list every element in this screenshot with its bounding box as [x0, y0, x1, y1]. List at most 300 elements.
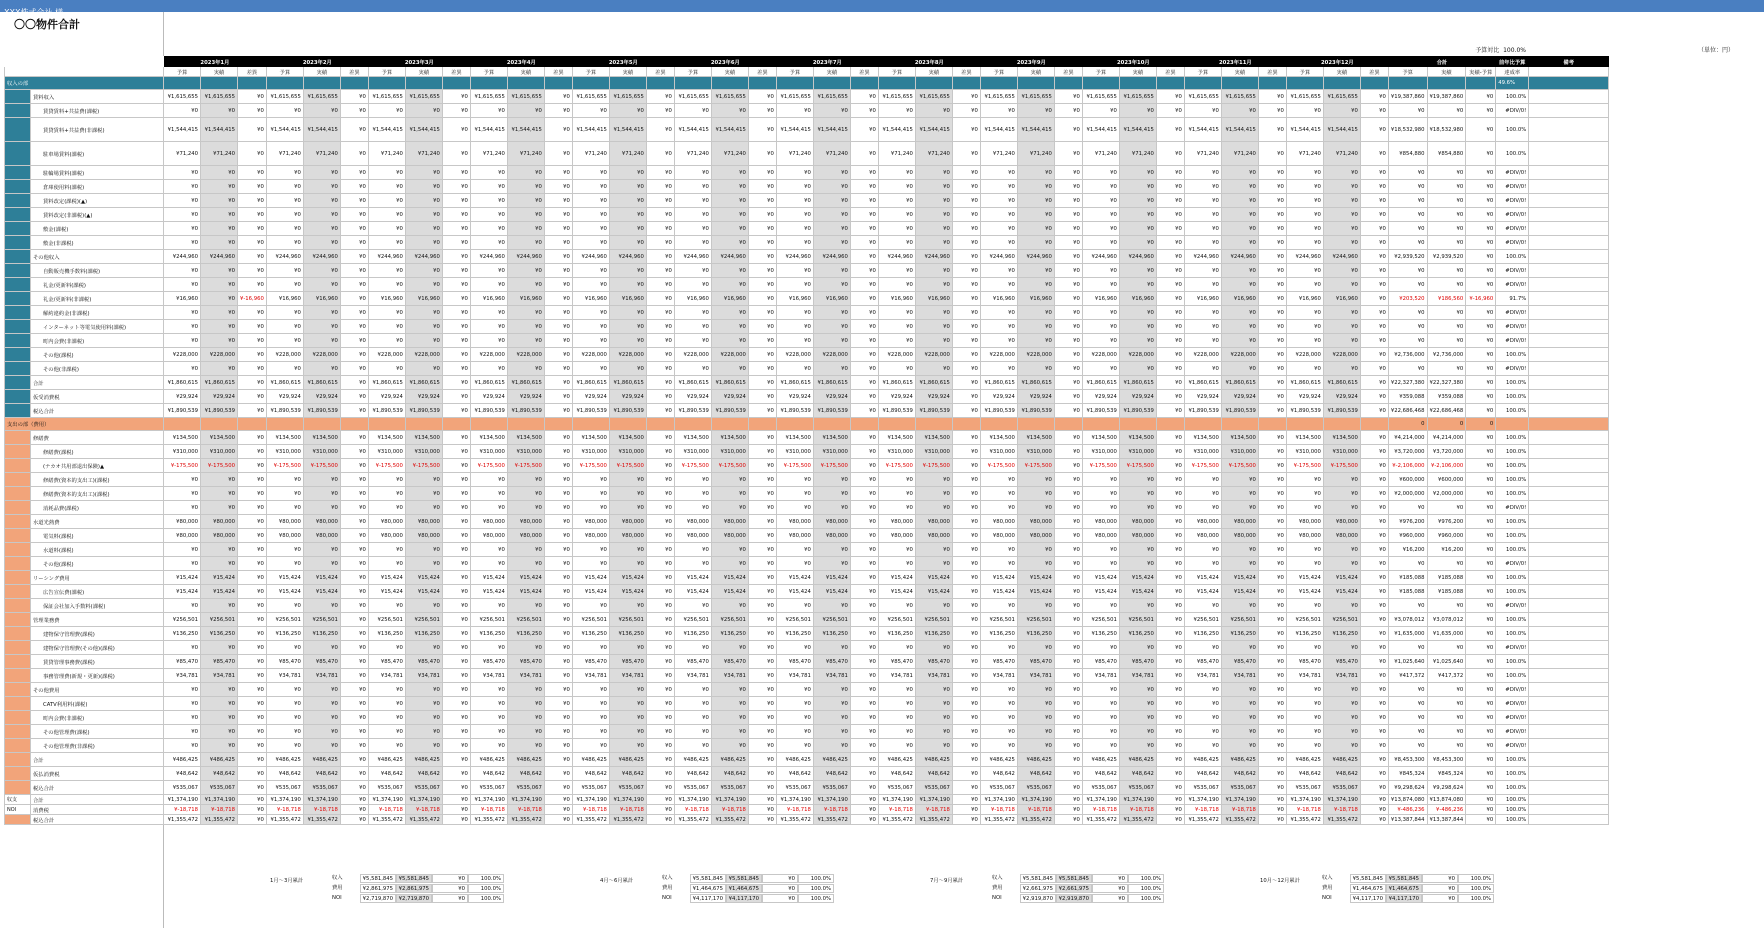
month-budget[interactable]: ¥29,924: [1082, 390, 1119, 404]
month-budget[interactable]: ¥0: [164, 487, 201, 501]
month-actual[interactable]: ¥0: [201, 166, 238, 180]
month-budget[interactable]: ¥1,890,539: [1082, 404, 1119, 418]
month-actual[interactable]: ¥0: [1221, 236, 1258, 250]
month-budget[interactable]: ¥0: [572, 739, 609, 753]
month-budget[interactable]: ¥0: [878, 180, 915, 194]
month-diff[interactable]: ¥0: [1156, 194, 1184, 208]
row-label[interactable]: 修繕費(資本的支出工)(課税): [31, 487, 164, 501]
row-label[interactable]: 仮払消費税: [31, 767, 164, 781]
row-side[interactable]: [5, 166, 31, 180]
month-actual[interactable]: ¥80,000: [609, 515, 646, 529]
month-actual[interactable]: ¥0: [1221, 697, 1258, 711]
row-label[interactable]: 解約違約金(非課税): [31, 306, 164, 320]
total-budget[interactable]: ¥0: [1388, 362, 1427, 376]
month-budget[interactable]: ¥0: [674, 683, 711, 697]
month-budget[interactable]: ¥310,000: [368, 445, 405, 459]
month-diff[interactable]: ¥0: [850, 376, 878, 390]
month-budget[interactable]: ¥486,425: [572, 753, 609, 767]
month-actual[interactable]: ¥0: [1017, 683, 1054, 697]
month-budget[interactable]: ¥535,067: [1184, 781, 1221, 795]
month-actual[interactable]: ¥0: [1323, 194, 1360, 208]
total-diff[interactable]: ¥0: [1466, 376, 1496, 390]
month-diff[interactable]: ¥0: [442, 292, 470, 306]
band-cell[interactable]: [1529, 77, 1609, 90]
month-diff[interactable]: ¥0: [1258, 264, 1286, 278]
month-actual[interactable]: ¥0: [915, 104, 952, 118]
month-actual[interactable]: ¥0: [1119, 711, 1156, 725]
month-actual[interactable]: ¥15,424: [507, 571, 544, 585]
month-actual[interactable]: ¥244,960: [303, 250, 340, 264]
month-diff[interactable]: ¥0: [1258, 627, 1286, 641]
month-diff[interactable]: ¥0: [646, 334, 674, 348]
row-label[interactable]: その他(非課税): [31, 362, 164, 376]
month-budget[interactable]: ¥0: [776, 557, 813, 571]
month-actual[interactable]: ¥0: [201, 180, 238, 194]
band-cell[interactable]: [980, 418, 1017, 431]
month-budget[interactable]: ¥0: [878, 222, 915, 236]
month-diff[interactable]: ¥0: [748, 348, 776, 362]
total-diff[interactable]: ¥0: [1466, 753, 1496, 767]
month-diff[interactable]: ¥0: [1054, 815, 1082, 825]
month-actual[interactable]: ¥0: [813, 264, 850, 278]
month-diff[interactable]: ¥0: [952, 543, 980, 557]
total-budget[interactable]: ¥976,200: [1388, 515, 1427, 529]
month-budget[interactable]: ¥535,067: [1286, 781, 1323, 795]
month-budget[interactable]: ¥1,615,655: [572, 90, 609, 104]
row-label[interactable]: その他(課税): [31, 348, 164, 362]
month-budget[interactable]: ¥34,781: [1082, 669, 1119, 683]
total-budget[interactable]: ¥185,088: [1388, 571, 1427, 585]
month-diff[interactable]: ¥0: [544, 90, 572, 104]
month-budget[interactable]: ¥0: [368, 711, 405, 725]
month-diff[interactable]: ¥0: [442, 264, 470, 278]
month-actual[interactable]: ¥16,960: [1221, 292, 1258, 306]
month-budget[interactable]: ¥1,890,539: [1184, 404, 1221, 418]
row-label[interactable]: 駐輪場賃料(課税): [31, 166, 164, 180]
month-budget[interactable]: ¥1,355,472: [368, 815, 405, 825]
month-actual[interactable]: ¥15,424: [711, 571, 748, 585]
month-diff[interactable]: ¥0: [1360, 725, 1388, 739]
row-label[interactable]: 修繕費(課税): [31, 445, 164, 459]
total-actual[interactable]: ¥0: [1427, 599, 1466, 613]
row-side[interactable]: [5, 571, 31, 585]
month-diff[interactable]: ¥0: [646, 222, 674, 236]
month-diff[interactable]: ¥0: [748, 459, 776, 473]
total-sub-header[interactable]: 実績: [1427, 67, 1466, 77]
month-diff[interactable]: ¥0: [544, 641, 572, 655]
row-side[interactable]: [5, 348, 31, 362]
month-actual[interactable]: ¥-175,500: [507, 459, 544, 473]
month-diff[interactable]: ¥0: [748, 697, 776, 711]
month-budget[interactable]: ¥0: [1082, 306, 1119, 320]
month-actual[interactable]: ¥0: [1323, 641, 1360, 655]
month-budget[interactable]: ¥0: [1286, 501, 1323, 515]
month-budget[interactable]: ¥-18,718: [776, 805, 813, 815]
total-actual[interactable]: ¥9,298,624: [1427, 781, 1466, 795]
month-budget[interactable]: ¥0: [266, 739, 303, 753]
month-diff[interactable]: ¥0: [1258, 166, 1286, 180]
month-budget[interactable]: ¥1,374,190: [1082, 795, 1119, 805]
month-budget[interactable]: ¥0: [266, 104, 303, 118]
month-diff[interactable]: ¥0: [1156, 376, 1184, 390]
total-actual[interactable]: ¥845,324: [1427, 767, 1466, 781]
month-diff[interactable]: ¥0: [1258, 473, 1286, 487]
month-diff[interactable]: ¥0: [340, 194, 368, 208]
month-actual[interactable]: ¥0: [1119, 641, 1156, 655]
month-diff[interactable]: ¥0: [340, 362, 368, 376]
month-budget[interactable]: ¥80,000: [1082, 529, 1119, 543]
month-diff[interactable]: ¥0: [1054, 767, 1082, 781]
month-actual[interactable]: ¥535,067: [915, 781, 952, 795]
month-diff[interactable]: ¥0: [1054, 264, 1082, 278]
total-actual[interactable]: ¥854,880: [1427, 142, 1466, 166]
month-actual[interactable]: ¥0: [201, 739, 238, 753]
month-actual[interactable]: ¥0: [915, 711, 952, 725]
month-diff[interactable]: ¥0: [952, 278, 980, 292]
month-diff[interactable]: ¥0: [442, 459, 470, 473]
quarter-diff[interactable]: ¥0: [762, 874, 798, 883]
month-budget[interactable]: ¥0: [470, 599, 507, 613]
note-cell[interactable]: [1529, 781, 1609, 795]
quarter-budget[interactable]: ¥4,117,170: [690, 894, 726, 903]
month-budget[interactable]: ¥0: [470, 264, 507, 278]
month-budget[interactable]: ¥0: [776, 334, 813, 348]
month-actual[interactable]: ¥34,781: [507, 669, 544, 683]
month-budget[interactable]: ¥228,000: [980, 348, 1017, 362]
quarter-rate[interactable]: 100.0%: [1458, 874, 1494, 883]
row-side[interactable]: [5, 473, 31, 487]
month-budget[interactable]: ¥228,000: [1082, 348, 1119, 362]
month-budget[interactable]: ¥0: [776, 487, 813, 501]
band-cell[interactable]: [609, 77, 646, 90]
month-budget[interactable]: ¥0: [470, 557, 507, 571]
month-diff[interactable]: ¥0: [952, 334, 980, 348]
month-actual[interactable]: ¥0: [609, 236, 646, 250]
month-actual[interactable]: ¥0: [1017, 599, 1054, 613]
month-actual[interactable]: ¥0: [1017, 180, 1054, 194]
month-budget[interactable]: ¥1,860,615: [368, 376, 405, 390]
achievement-rate[interactable]: 100.0%: [1496, 627, 1529, 641]
month-diff[interactable]: ¥0: [340, 627, 368, 641]
row-side[interactable]: [5, 264, 31, 278]
row-label[interactable]: 敷金(非課税): [31, 236, 164, 250]
month-budget[interactable]: ¥1,615,655: [266, 90, 303, 104]
note-cell[interactable]: [1529, 250, 1609, 264]
sub-header[interactable]: 差異: [1156, 67, 1184, 77]
band-cell[interactable]: [1258, 418, 1286, 431]
month-diff[interactable]: ¥0: [340, 515, 368, 529]
note-header[interactable]: 備考: [1529, 57, 1609, 67]
month-diff[interactable]: ¥0: [340, 445, 368, 459]
month-budget[interactable]: ¥71,240: [572, 142, 609, 166]
band-cell[interactable]: [572, 418, 609, 431]
row-label[interactable]: 保証会社加入手数料(課税): [31, 599, 164, 613]
month-budget[interactable]: ¥535,067: [878, 781, 915, 795]
row-label[interactable]: 敷金(課税): [31, 222, 164, 236]
total-actual[interactable]: ¥2,939,520: [1427, 250, 1466, 264]
month-budget[interactable]: ¥-18,718: [164, 805, 201, 815]
month-actual[interactable]: ¥48,642: [711, 767, 748, 781]
achievement-rate[interactable]: 91.7%: [1496, 292, 1529, 306]
month-actual[interactable]: ¥0: [711, 264, 748, 278]
month-actual[interactable]: ¥244,960: [1017, 250, 1054, 264]
month-diff[interactable]: ¥0: [1156, 795, 1184, 805]
sub-header[interactable]: 実績: [1017, 67, 1054, 77]
month-budget[interactable]: ¥1,374,190: [470, 795, 507, 805]
month-diff[interactable]: ¥0: [1054, 725, 1082, 739]
month-actual[interactable]: ¥0: [405, 194, 442, 208]
row-side[interactable]: [5, 459, 31, 473]
month-budget[interactable]: ¥0: [572, 278, 609, 292]
month-diff[interactable]: ¥0: [748, 543, 776, 557]
achievement-rate[interactable]: 100.0%: [1496, 487, 1529, 501]
month-diff[interactable]: ¥0: [238, 236, 267, 250]
month-budget[interactable]: ¥1,860,615: [776, 376, 813, 390]
month-diff[interactable]: ¥0: [442, 557, 470, 571]
month-diff[interactable]: ¥0: [340, 529, 368, 543]
month-budget[interactable]: ¥310,000: [878, 445, 915, 459]
month-actual[interactable]: ¥310,000: [1323, 445, 1360, 459]
month-actual[interactable]: ¥1,860,615: [1119, 376, 1156, 390]
month-diff[interactable]: ¥0: [1258, 334, 1286, 348]
month-budget[interactable]: ¥48,642: [776, 767, 813, 781]
month-budget[interactable]: ¥0: [164, 334, 201, 348]
month-budget[interactable]: ¥0: [878, 599, 915, 613]
month-actual[interactable]: ¥1,860,615: [915, 376, 952, 390]
achievement-rate[interactable]: 100.0%: [1496, 404, 1529, 418]
month-budget[interactable]: ¥48,642: [572, 767, 609, 781]
month-actual[interactable]: ¥0: [303, 166, 340, 180]
month-actual[interactable]: ¥486,425: [609, 753, 646, 767]
month-budget[interactable]: ¥0: [1184, 599, 1221, 613]
month-budget[interactable]: ¥0: [878, 543, 915, 557]
income-section-label[interactable]: 収入の部: [5, 77, 164, 90]
note-cell[interactable]: [1529, 641, 1609, 655]
month-actual[interactable]: ¥134,500: [711, 431, 748, 445]
month-actual[interactable]: ¥0: [1119, 334, 1156, 348]
month-header[interactable]: 2023年12月: [1286, 57, 1388, 67]
month-budget[interactable]: ¥0: [1082, 180, 1119, 194]
month-diff[interactable]: ¥0: [238, 250, 267, 264]
month-budget[interactable]: ¥1,890,539: [164, 404, 201, 418]
quarter-budget[interactable]: ¥5,581,845: [360, 874, 396, 883]
month-actual[interactable]: ¥0: [1017, 208, 1054, 222]
month-diff[interactable]: ¥0: [1258, 697, 1286, 711]
month-diff[interactable]: ¥0: [1156, 390, 1184, 404]
month-budget[interactable]: ¥0: [1082, 362, 1119, 376]
month-diff[interactable]: ¥0: [850, 529, 878, 543]
month-actual[interactable]: ¥0: [1221, 487, 1258, 501]
total-actual[interactable]: ¥0: [1427, 236, 1466, 250]
month-budget[interactable]: ¥80,000: [1286, 515, 1323, 529]
month-diff[interactable]: ¥0: [748, 320, 776, 334]
month-actual[interactable]: ¥0: [507, 725, 544, 739]
row-label[interactable]: 税込合計: [31, 815, 164, 825]
month-actual[interactable]: ¥0: [303, 683, 340, 697]
note-cell[interactable]: [1529, 543, 1609, 557]
month-actual[interactable]: ¥34,781: [405, 669, 442, 683]
month-diff[interactable]: ¥0: [340, 669, 368, 683]
total-diff[interactable]: ¥0: [1466, 222, 1496, 236]
month-actual[interactable]: ¥0: [1221, 501, 1258, 515]
band-cell[interactable]: [507, 418, 544, 431]
month-actual[interactable]: ¥0: [405, 711, 442, 725]
month-diff[interactable]: ¥0: [646, 795, 674, 805]
month-diff[interactable]: ¥0: [1258, 376, 1286, 390]
month-diff[interactable]: ¥0: [1258, 250, 1286, 264]
month-actual[interactable]: ¥535,067: [1017, 781, 1054, 795]
month-diff[interactable]: ¥0: [1054, 90, 1082, 104]
month-budget[interactable]: ¥85,470: [1082, 655, 1119, 669]
row-side[interactable]: [5, 445, 31, 459]
month-budget[interactable]: ¥34,781: [776, 669, 813, 683]
note-cell[interactable]: [1529, 180, 1609, 194]
month-diff[interactable]: ¥0: [748, 767, 776, 781]
month-diff[interactable]: ¥0: [1360, 459, 1388, 473]
month-actual[interactable]: ¥535,067: [303, 781, 340, 795]
month-diff[interactable]: ¥0: [1258, 613, 1286, 627]
month-budget[interactable]: ¥535,067: [368, 781, 405, 795]
month-diff[interactable]: ¥0: [1156, 515, 1184, 529]
quarter-diff[interactable]: ¥0: [1422, 884, 1458, 893]
month-budget[interactable]: ¥0: [470, 725, 507, 739]
month-budget[interactable]: ¥1,374,190: [776, 795, 813, 805]
month-budget[interactable]: ¥0: [980, 278, 1017, 292]
band-cell[interactable]: [1529, 418, 1609, 431]
month-budget[interactable]: ¥0: [266, 208, 303, 222]
month-budget[interactable]: ¥34,781: [674, 669, 711, 683]
month-diff[interactable]: ¥0: [1054, 180, 1082, 194]
month-budget[interactable]: ¥-175,500: [1082, 459, 1119, 473]
month-diff[interactable]: ¥-16,960: [238, 292, 267, 306]
month-budget[interactable]: ¥85,470: [164, 655, 201, 669]
month-actual[interactable]: ¥1,890,539: [711, 404, 748, 418]
month-diff[interactable]: ¥0: [544, 278, 572, 292]
month-actual[interactable]: ¥71,240: [915, 142, 952, 166]
month-diff[interactable]: ¥0: [646, 348, 674, 362]
month-diff[interactable]: ¥0: [340, 473, 368, 487]
month-diff[interactable]: ¥0: [1156, 473, 1184, 487]
month-actual[interactable]: ¥0: [915, 557, 952, 571]
month-header[interactable]: 2023年11月: [1184, 57, 1286, 67]
total-diff[interactable]: ¥0: [1466, 739, 1496, 753]
month-actual[interactable]: ¥0: [915, 599, 952, 613]
month-actual[interactable]: ¥0: [711, 104, 748, 118]
month-diff[interactable]: ¥0: [748, 557, 776, 571]
month-actual[interactable]: ¥0: [915, 236, 952, 250]
month-diff[interactable]: ¥0: [238, 208, 267, 222]
month-budget[interactable]: ¥1,544,415: [1286, 118, 1323, 142]
month-budget[interactable]: ¥0: [776, 711, 813, 725]
month-diff[interactable]: ¥0: [1360, 805, 1388, 815]
month-diff[interactable]: ¥0: [748, 683, 776, 697]
month-diff[interactable]: ¥0: [442, 641, 470, 655]
month-actual[interactable]: ¥1,615,655: [405, 90, 442, 104]
month-actual[interactable]: ¥0: [813, 194, 850, 208]
month-budget[interactable]: ¥1,890,539: [1286, 404, 1323, 418]
month-diff[interactable]: ¥0: [646, 805, 674, 815]
row-side[interactable]: [5, 118, 31, 142]
total-actual[interactable]: ¥0: [1427, 278, 1466, 292]
month-budget[interactable]: ¥16,960: [164, 292, 201, 306]
month-budget[interactable]: ¥310,000: [980, 445, 1017, 459]
month-actual[interactable]: ¥0: [711, 166, 748, 180]
total-diff[interactable]: ¥0: [1466, 781, 1496, 795]
month-actual[interactable]: ¥0: [915, 180, 952, 194]
month-budget[interactable]: ¥0: [1184, 683, 1221, 697]
month-diff[interactable]: ¥0: [340, 250, 368, 264]
month-diff[interactable]: ¥0: [442, 571, 470, 585]
month-diff[interactable]: ¥0: [952, 166, 980, 180]
month-budget[interactable]: ¥0: [1082, 194, 1119, 208]
quarter-rate[interactable]: 100.0%: [1458, 894, 1494, 903]
month-budget[interactable]: ¥1,544,415: [164, 118, 201, 142]
month-budget[interactable]: ¥0: [266, 236, 303, 250]
achievement-rate[interactable]: #DIV/0!: [1496, 683, 1529, 697]
month-budget[interactable]: ¥0: [674, 166, 711, 180]
total-actual[interactable]: ¥185,088: [1427, 571, 1466, 585]
month-budget[interactable]: ¥0: [368, 473, 405, 487]
month-diff[interactable]: ¥0: [544, 180, 572, 194]
month-actual[interactable]: ¥0: [303, 104, 340, 118]
month-budget[interactable]: ¥15,424: [572, 585, 609, 599]
row-label[interactable]: その他(課税): [31, 557, 164, 571]
month-actual[interactable]: ¥0: [507, 306, 544, 320]
month-actual[interactable]: ¥0: [813, 166, 850, 180]
month-budget[interactable]: ¥0: [878, 697, 915, 711]
month-diff[interactable]: ¥0: [442, 795, 470, 805]
quarter-diff[interactable]: ¥0: [1422, 874, 1458, 883]
month-diff[interactable]: ¥0: [748, 404, 776, 418]
month-actual[interactable]: ¥0: [1323, 264, 1360, 278]
total-actual[interactable]: ¥0: [1427, 641, 1466, 655]
month-diff[interactable]: ¥0: [340, 487, 368, 501]
month-budget[interactable]: ¥136,250: [1286, 627, 1323, 641]
month-actual[interactable]: ¥80,000: [1323, 529, 1360, 543]
note-cell[interactable]: [1529, 805, 1609, 815]
month-budget[interactable]: ¥0: [878, 320, 915, 334]
total-diff[interactable]: ¥0: [1466, 501, 1496, 515]
month-diff[interactable]: ¥0: [1360, 501, 1388, 515]
month-budget[interactable]: ¥16,960: [572, 292, 609, 306]
month-diff[interactable]: ¥0: [748, 334, 776, 348]
month-diff[interactable]: ¥0: [238, 739, 267, 753]
month-actual[interactable]: ¥134,500: [1323, 431, 1360, 445]
month-actual[interactable]: ¥228,000: [915, 348, 952, 362]
month-budget[interactable]: ¥0: [1082, 473, 1119, 487]
month-diff[interactable]: ¥0: [238, 599, 267, 613]
month-diff[interactable]: ¥0: [340, 711, 368, 725]
month-diff[interactable]: ¥0: [850, 627, 878, 641]
month-actual[interactable]: ¥0: [609, 557, 646, 571]
total-diff[interactable]: ¥0: [1466, 166, 1496, 180]
month-actual[interactable]: ¥0: [711, 683, 748, 697]
month-actual[interactable]: ¥0: [1221, 683, 1258, 697]
month-actual[interactable]: ¥244,960: [507, 250, 544, 264]
month-actual[interactable]: ¥0: [201, 278, 238, 292]
month-actual[interactable]: ¥-18,718: [201, 805, 238, 815]
month-diff[interactable]: ¥0: [238, 627, 267, 641]
month-actual[interactable]: ¥136,250: [507, 627, 544, 641]
month-budget[interactable]: ¥0: [470, 641, 507, 655]
month-actual[interactable]: ¥1,890,539: [1017, 404, 1054, 418]
month-actual[interactable]: ¥0: [1017, 278, 1054, 292]
month-actual[interactable]: ¥535,067: [405, 781, 442, 795]
month-diff[interactable]: ¥0: [646, 669, 674, 683]
band-cell[interactable]: [507, 77, 544, 90]
month-actual[interactable]: ¥0: [1119, 501, 1156, 515]
month-diff[interactable]: ¥0: [646, 515, 674, 529]
